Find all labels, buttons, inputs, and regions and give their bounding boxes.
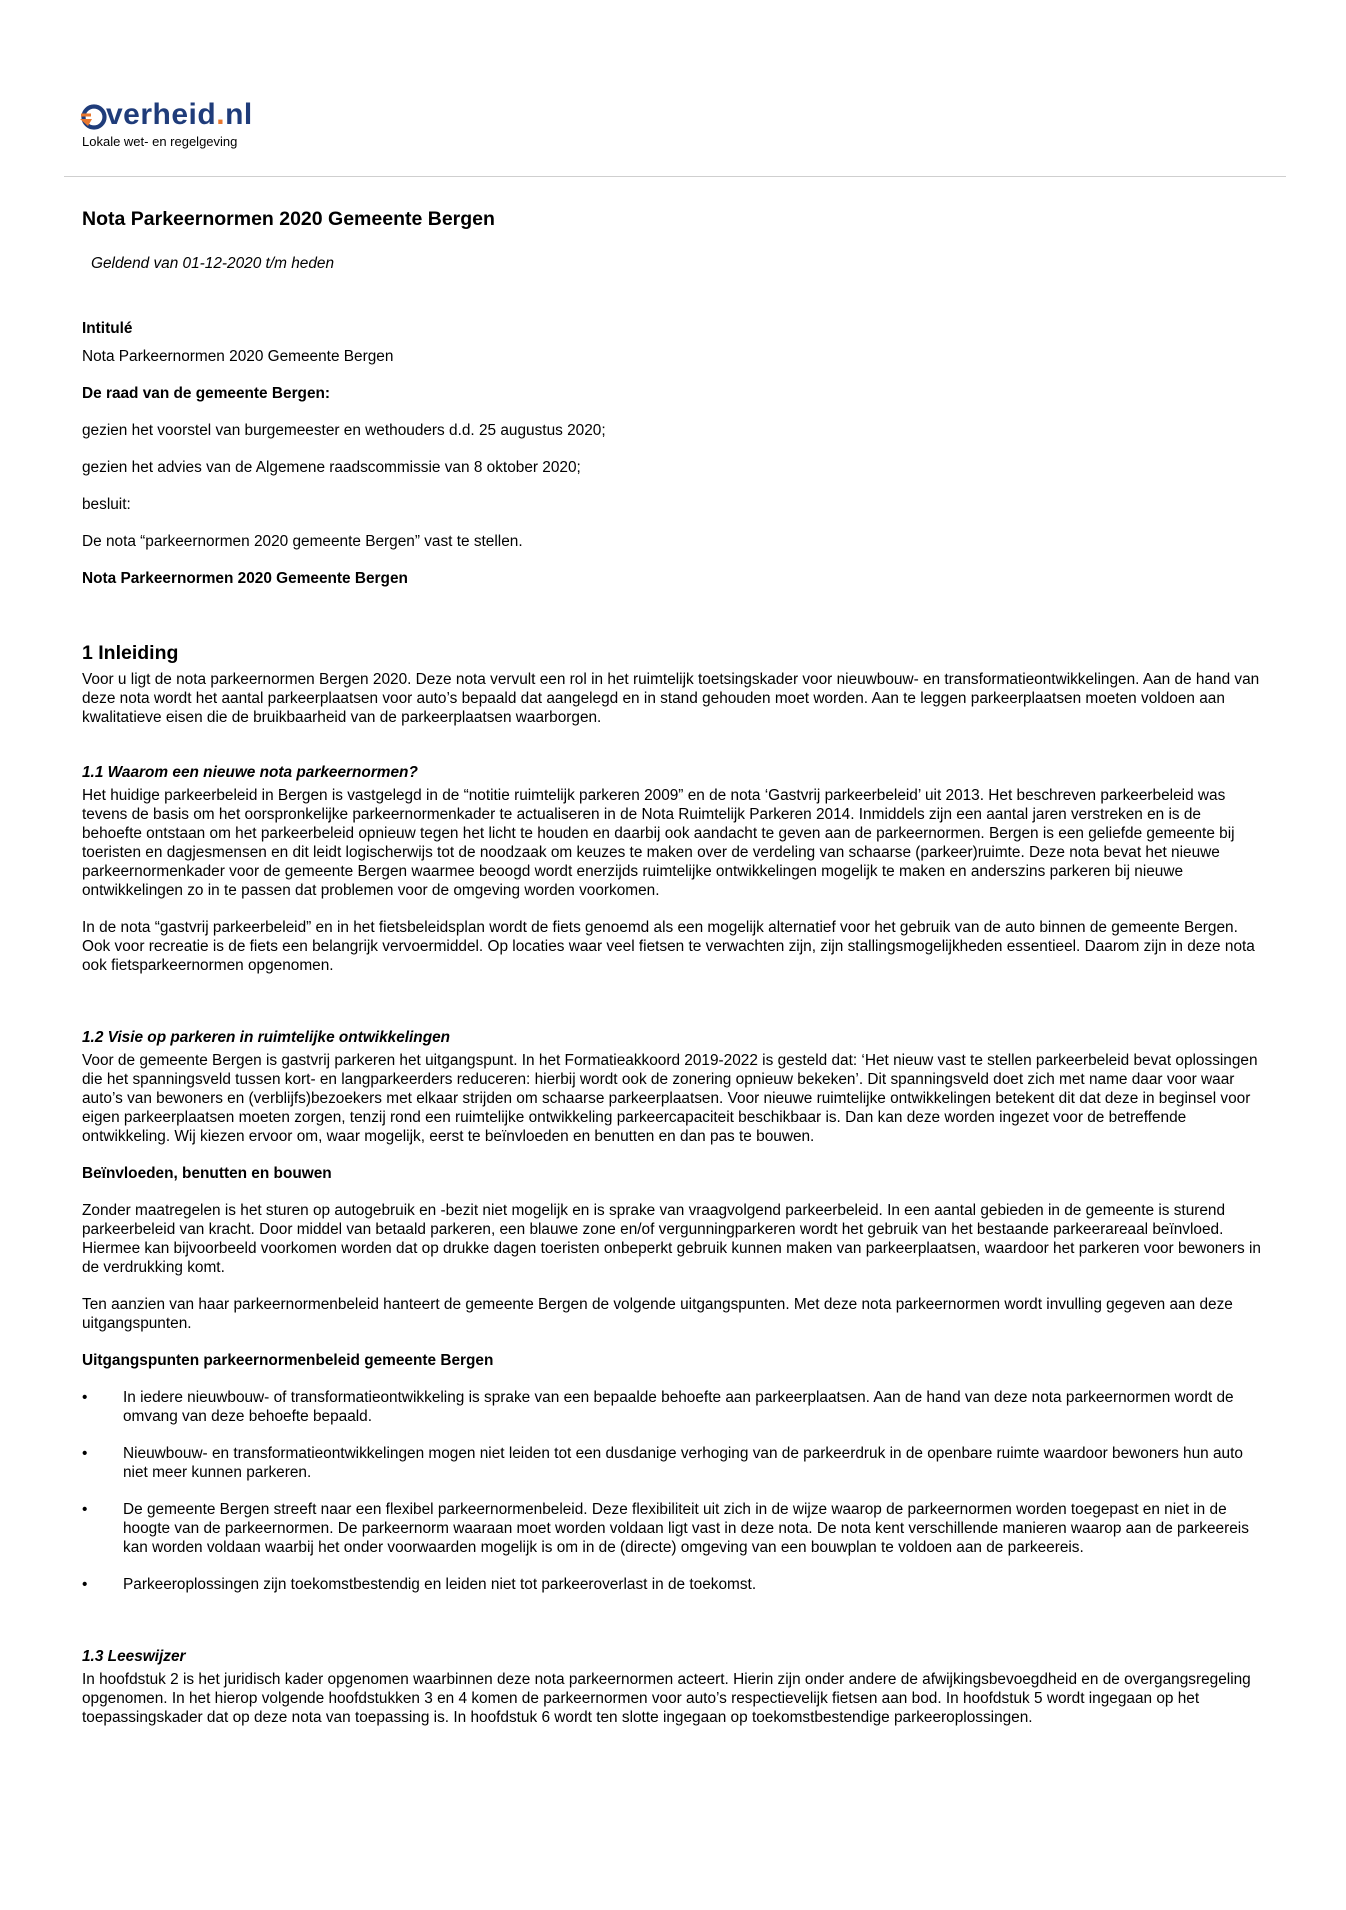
chapter-1-intro: Voor u ligt de nota parkeernormen Bergen 2020. Deze nota vervult een rol in het ruimtelijk toetsingskader voor nieuwbouw- en transformatieontwikkelingen. Aan de hand van deze nota wordt het aantal parkeerplaatsen voor auto’s bepaald dat aangelegd en in stand gehouden moet worden. Aan te leggen parkeerplaatsen moeten voldoen aan kwalitatieve eisen die de bruikbaarheid van de parkeerplaatsen waarborgen. (82, 671, 1260, 726)
header-divider (64, 176, 1286, 177)
section-1-2-heading: 1.2 Visie op parkeren in ruimtelijke ontwikkelingen (82, 1029, 451, 1046)
overheid-logo[interactable] (82, 98, 253, 149)
list-item (82, 1575, 1262, 1594)
list-item-text: Parkeeroplossingen zijn toekomstbestendig en leiden niet tot parkeeroverlast in de toekomst. (123, 1576, 757, 1593)
intitule-label: Intitulé (82, 320, 133, 337)
bullet-icon: • (82, 1445, 88, 1462)
logo-o-icon (82, 100, 106, 130)
list-item (82, 1444, 1262, 1482)
logo-wordmark (82, 98, 253, 132)
section-1-2-subheading-2: Uitgangspunten parkeernormenbeleid gemeente Bergen (82, 1352, 494, 1369)
section-1-1-paragraph-2: In de nota “gastvrij parkeerbeleid” en in het fietsbeleidsplan wordt de fiets genoemd als een mogelijk alternatief voor het gebruik van de auto binnen de gemeente Bergen. Ook voor recreatie is de fiets een belangrijk vervoermiddel. Op locaties waar veel fietsen te verwachten zijn, zijn stallingsmogelijkheden essentieel. Daarom zijn in deze nota ook fietsparkeernormen opgenomen. (82, 919, 1255, 974)
section-1-3-heading: 1.3 Leeswijzer (82, 1648, 186, 1665)
gezien-advies: gezien het advies van de Algemene raadscommissie van 8 oktober 2020; (82, 459, 581, 476)
bullet-icon: • (82, 1576, 88, 1593)
logo-text: verheid (106, 98, 217, 131)
logo-subtitle: Lokale wet- en regelgeving (82, 134, 238, 149)
section-1-2-paragraph-1: Voor de gemeente Bergen is gastvrij parkeren het uitgangspunt. In het Formatieakkoord 2019-2022 is gesteld dat: ‘Het nieuw vast te stellen parkeerbeleid bevat oplossingen die het spanningsveld tussen kort- en langparkeerders reduceren: hierbij wordt ook de zonering opnieuw bekeken’. Dit spanningsveld doet zich met name daar voor waar auto’s van bewoners en (verblijfs)bezoekers met elkaar strijden om schaarse parkeerplaatsen. Voor nieuwe ruimtelijke ontwikkelingen betekent dit dat deze in beginsel voor eigen parkeerplaatsen moeten zorgen, tenzij rond een ruimtelijke ontwikkeling parkeercapaciteit beschikbaar is. Dan kan deze worden ingezet voor de betreffende ontwikkeling. Wij kiezen ervoor om, waar mogelijk, eerst te beïnvloeden en benutten en dan pas te bouwen. (82, 1052, 1258, 1145)
uitgangspunten-list (82, 1388, 1262, 1594)
list-item-text: In iedere nieuwbouw- of transformatieontwikkeling is sprake van een bepaalde behoefte aan parkeerplaatsen. Aan de hand van deze nota parkeernormen wordt de omvang van deze behoefte bepaald. (123, 1389, 1234, 1425)
chapter-1-heading: 1 Inleiding (82, 642, 179, 664)
document-content (82, 207, 1262, 1727)
bullet-icon: • (82, 1389, 88, 1406)
document-subtitle: Nota Parkeernormen 2020 Gemeente Bergen (82, 570, 408, 587)
list-item (82, 1500, 1262, 1557)
validity-period: Geldend van 01-12-2020 t/m heden (91, 255, 335, 272)
raad-heading: De raad van de gemeente Bergen: (82, 385, 331, 402)
section-1-2-paragraph-3: Ten aanzien van haar parkeernormenbeleid hanteert de gemeente Bergen de volgende uitgangspunten. Met deze nota parkeernormen wordt invulling gegeven aan deze uitgangspunten. (82, 1296, 1233, 1332)
section-1-3-paragraph-1: In hoofdstuk 2 is het juridisch kader opgenomen waarbinnen deze nota parkeernormen acteert. Hierin zijn onder andere de afwijkingsbevoegdheid en de overgangsregeling opgenomen. In het hierop volgende hoofdstukken 3 en 4 komen de parkeernormen voor auto’s respectievelijk fietsen aan bod. In hoofdstuk 5 wordt ingegaan op het toepassingskader dat op deze nota van toepassing is. In hoofdstuk 6 wordt ten slotte ingegaan op toekomstbestendige parkeeroplossingen. (82, 1671, 1251, 1726)
list-item-text: Nieuwbouw- en transformatieontwikkelingen mogen niet leiden tot een dusdanige verhoging van de parkeerdruk in de openbare ruimte waardoor bewoners hun auto niet meer kunnen parkeren. (123, 1445, 1243, 1481)
list-item-text: De gemeente Bergen streeft naar een flexibel parkeernormenbeleid. Deze flexibiliteit uit zich in de wijze waarop de parkeernormen worden toegepast en niet in de hoogte van de parkeernormen. De parkeernorm waaraan moet worden voldaan ligt vast in deze nota. De nota kent verschillende manieren waarop aan de parkeereis kan worden voldaan waarbij het onder voorwaarden mogelijk is om in de (directe) omgeving van een bouwplan te voldoen aan de parkeereis. (123, 1501, 1249, 1556)
bullet-icon: • (82, 1501, 88, 1518)
vaststellen: De nota “parkeernormen 2020 gemeente Bergen” vast te stellen. (82, 533, 523, 550)
section-1-2-subheading-1: Beïnvloeden, benutten en bouwen (82, 1165, 332, 1182)
list-item (82, 1388, 1262, 1426)
besluit: besluit: (82, 496, 131, 513)
section-1-1-heading: 1.1 Waarom een nieuwe nota parkeernormen? (82, 764, 418, 781)
document-title: Nota Parkeernormen 2020 Gemeente Bergen (82, 208, 495, 230)
logo-dot: . (216, 98, 226, 131)
section-1-1-paragraph-1: Het huidige parkeerbeleid in Bergen is vastgelegd in de “notitie ruimtelijk parkeren 2009” en de nota ‘Gastvrij parkeerbeleid’ uit 2013. Het beschreven parkeerbeleid was tevens de basis om het oorspronkelijke parkeernormenkader te actualiseren in de Nota Ruimtelijk Parkeren 2014. Inmiddels zijn een aantal jaren verstreken en is de behoefte ontstaan om het parkeerbeleid opnieuw tegen het licht te houden en daarbij ook aandacht te geven aan de parkeernormen. Bergen is een geliefde gemeente bij toeristen en dagjesmensen en dit leidt logischerwijs tot de noodzaak om keuzes te maken over de verdeling van schaarse (parkeer)ruimte. Deze nota bevat het nieuwe parkeernormenkader voor de gemeente Bergen waarmee beoogd wordt enerzijds ruimtelijke ontwikkelingen mogelijk te maken en anderszins parkeren bij nieuwe ontwikkelingen zo in te passen dat problemen voor de omgeving worden voorkomen. (82, 787, 1235, 899)
gezien-voorstel: gezien het voorstel van burgemeester en wethouders d.d. 25 augustus 2020; (82, 422, 606, 439)
section-1-2-paragraph-2: Zonder maatregelen is het sturen op autogebruik en -bezit niet mogelijk en is sprake van vraagvolgend parkeerbeleid. In een aantal gebieden in de gemeente is sturend parkeerbeleid van kracht. Door middel van betaald parkeren, een blauwe zone en/of vergunningparkeren wordt het gebruik van het bestaande parkeerareaal beïnvloed. Hiermee kan bijvoorbeeld voorkomen worden dat op drukke dagen toeristen onbeperkt gebruik kunnen maken van parkeerplaatsen, waardoor het parkeren voor bewoners in de verdrukking komt. (82, 1202, 1261, 1276)
intitule-text: Nota Parkeernormen 2020 Gemeente Bergen (82, 348, 394, 365)
logo-tld: nl (225, 98, 253, 131)
